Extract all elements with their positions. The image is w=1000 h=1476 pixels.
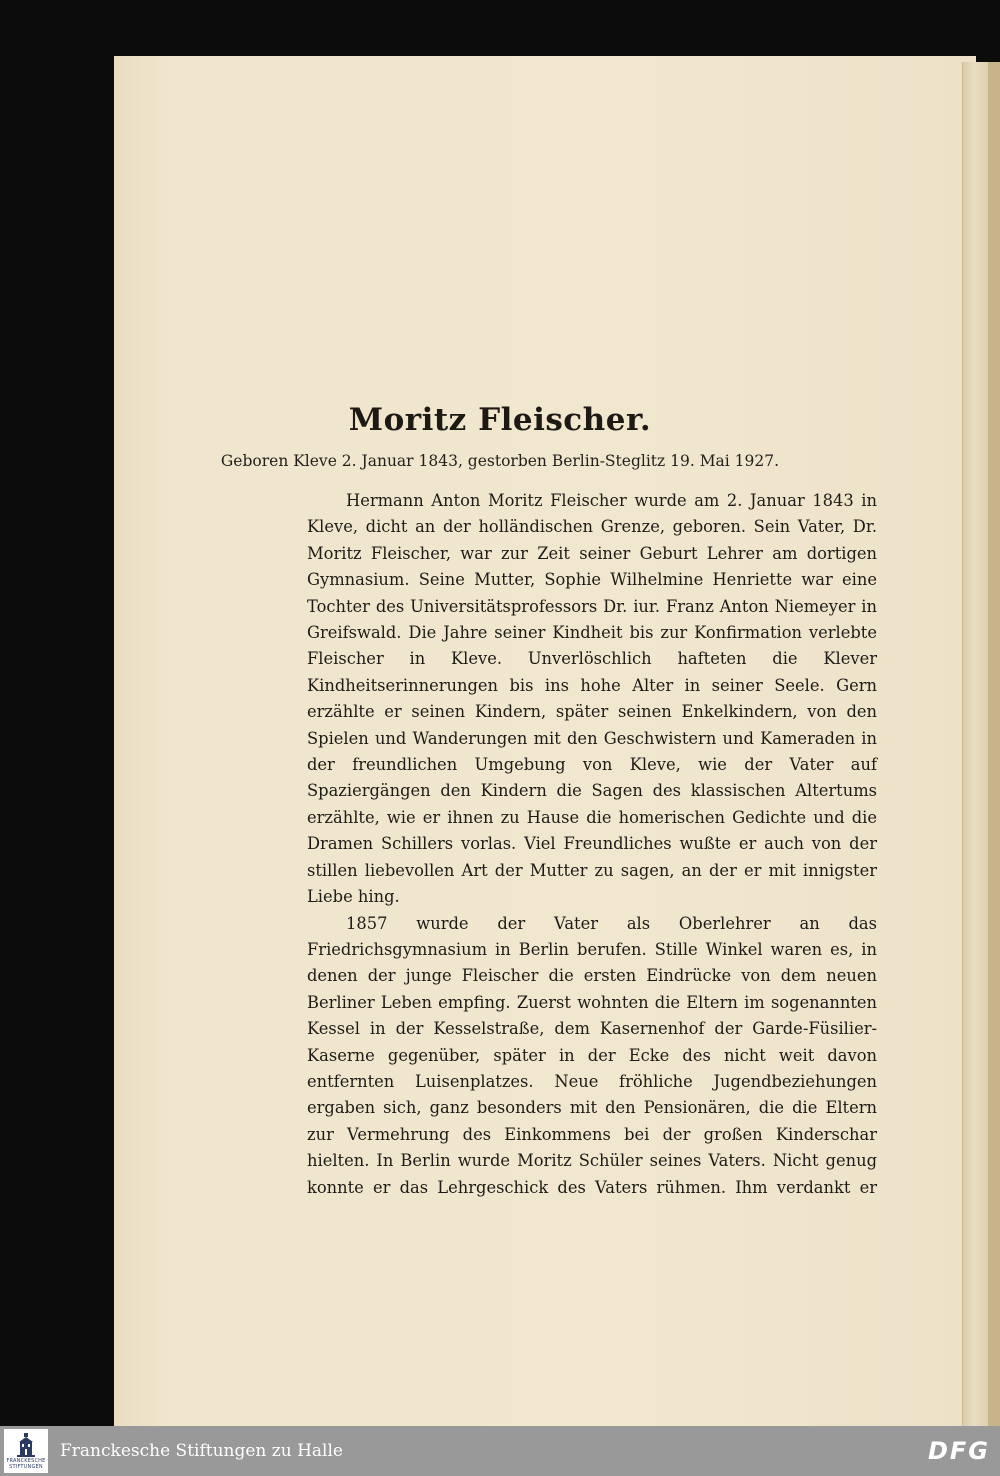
- paragraph-2: 1857 wurde der Vater als Oberlehrer an das Friedrichsgymnasium in Berlin berufen. Stille Winkel waren es, in denen der junge Fleischer die ersten Eindrücke von dem neuen Berliner Leben empfing. Zuerst wohnten die Eltern im sogenannten Kessel in der Kesselstraße, dem Kasernenhof der Garde-Füsilier-Kaserne gegenüber, später in der Ecke des nicht weit davon entfernten Luisenplatzes. Neue fröhliche Jugendbeziehungen ergaben sich, ganz besonders mit den Pensionären, die die Eltern zur Vermehrung des Einkommens bei der großen Kinderschar hielten. In Berlin wurde Moritz Schüler seines Vaters. Nicht genug konnte er das Lehrgeschick des Vaters rühmen. Ihm verdankt er: [307, 913, 877, 1197]
- page-edge-shadow: [988, 62, 1000, 1426]
- document-title: Moritz Fleischer.: [348, 402, 652, 438]
- dfg-logo[interactable]: DFG: [927, 1437, 990, 1465]
- document-body: [307, 488, 877, 1201]
- footer-bar: [0, 1426, 1000, 1476]
- document-subtitle: Geboren Kleve 2. Januar 1843, gestorben Berlin-Steglitz 19. Mai 1927.: [220, 452, 780, 470]
- franckesche-logo[interactable]: [4, 1429, 48, 1473]
- franckesche-building-icon: [15, 1432, 37, 1458]
- paragraph-1: Hermann Anton Moritz Fleischer wurde am 2. Januar 1843 in Kleve, dicht an der holländischen Grenze, geboren. Sein Vater, Dr. Moritz Fleischer, war zur Zeit seiner Geburt Lehrer am dortigen Gymnasium. Seine Mutter, Sophie Wilhelmine Henriette war eine Tochter des Universitätsprofessors Dr. iur. Franz Anton Niemeyer in Greifswald. Die Jahre seiner Kindheit bis zur Konfirmation verlebte Fleischer in Kleve. Unverlöschlich hafteten die Klever Kindheitserinnerungen bis ins hohe Alter in seiner Seele. Gern erzählte er seinen Kindern, später seinen Enkelkindern, von den Spielen und Wanderungen mit den Geschwistern und Kameraden in der freundlichen Umgebung von Kleve, wie der Vater auf Spaziergängen den Kindern die Sagen des klassischen Altertums erzählte, wie er ihnen zu Hause die homerischen Gedichte und die Dramen Schillers vorlas. Viel Freundliches wußte er auch von der stillen liebevollen Art der Mutter zu sagen, an der er mit innigster Liebe hing.: [307, 491, 877, 907]
- page-edge: [962, 62, 989, 1426]
- logo-text: FRANCKESCHE STIFTUNGEN: [6, 1458, 46, 1470]
- institution-name: Franckesche Stiftungen zu Halle: [60, 1441, 343, 1461]
